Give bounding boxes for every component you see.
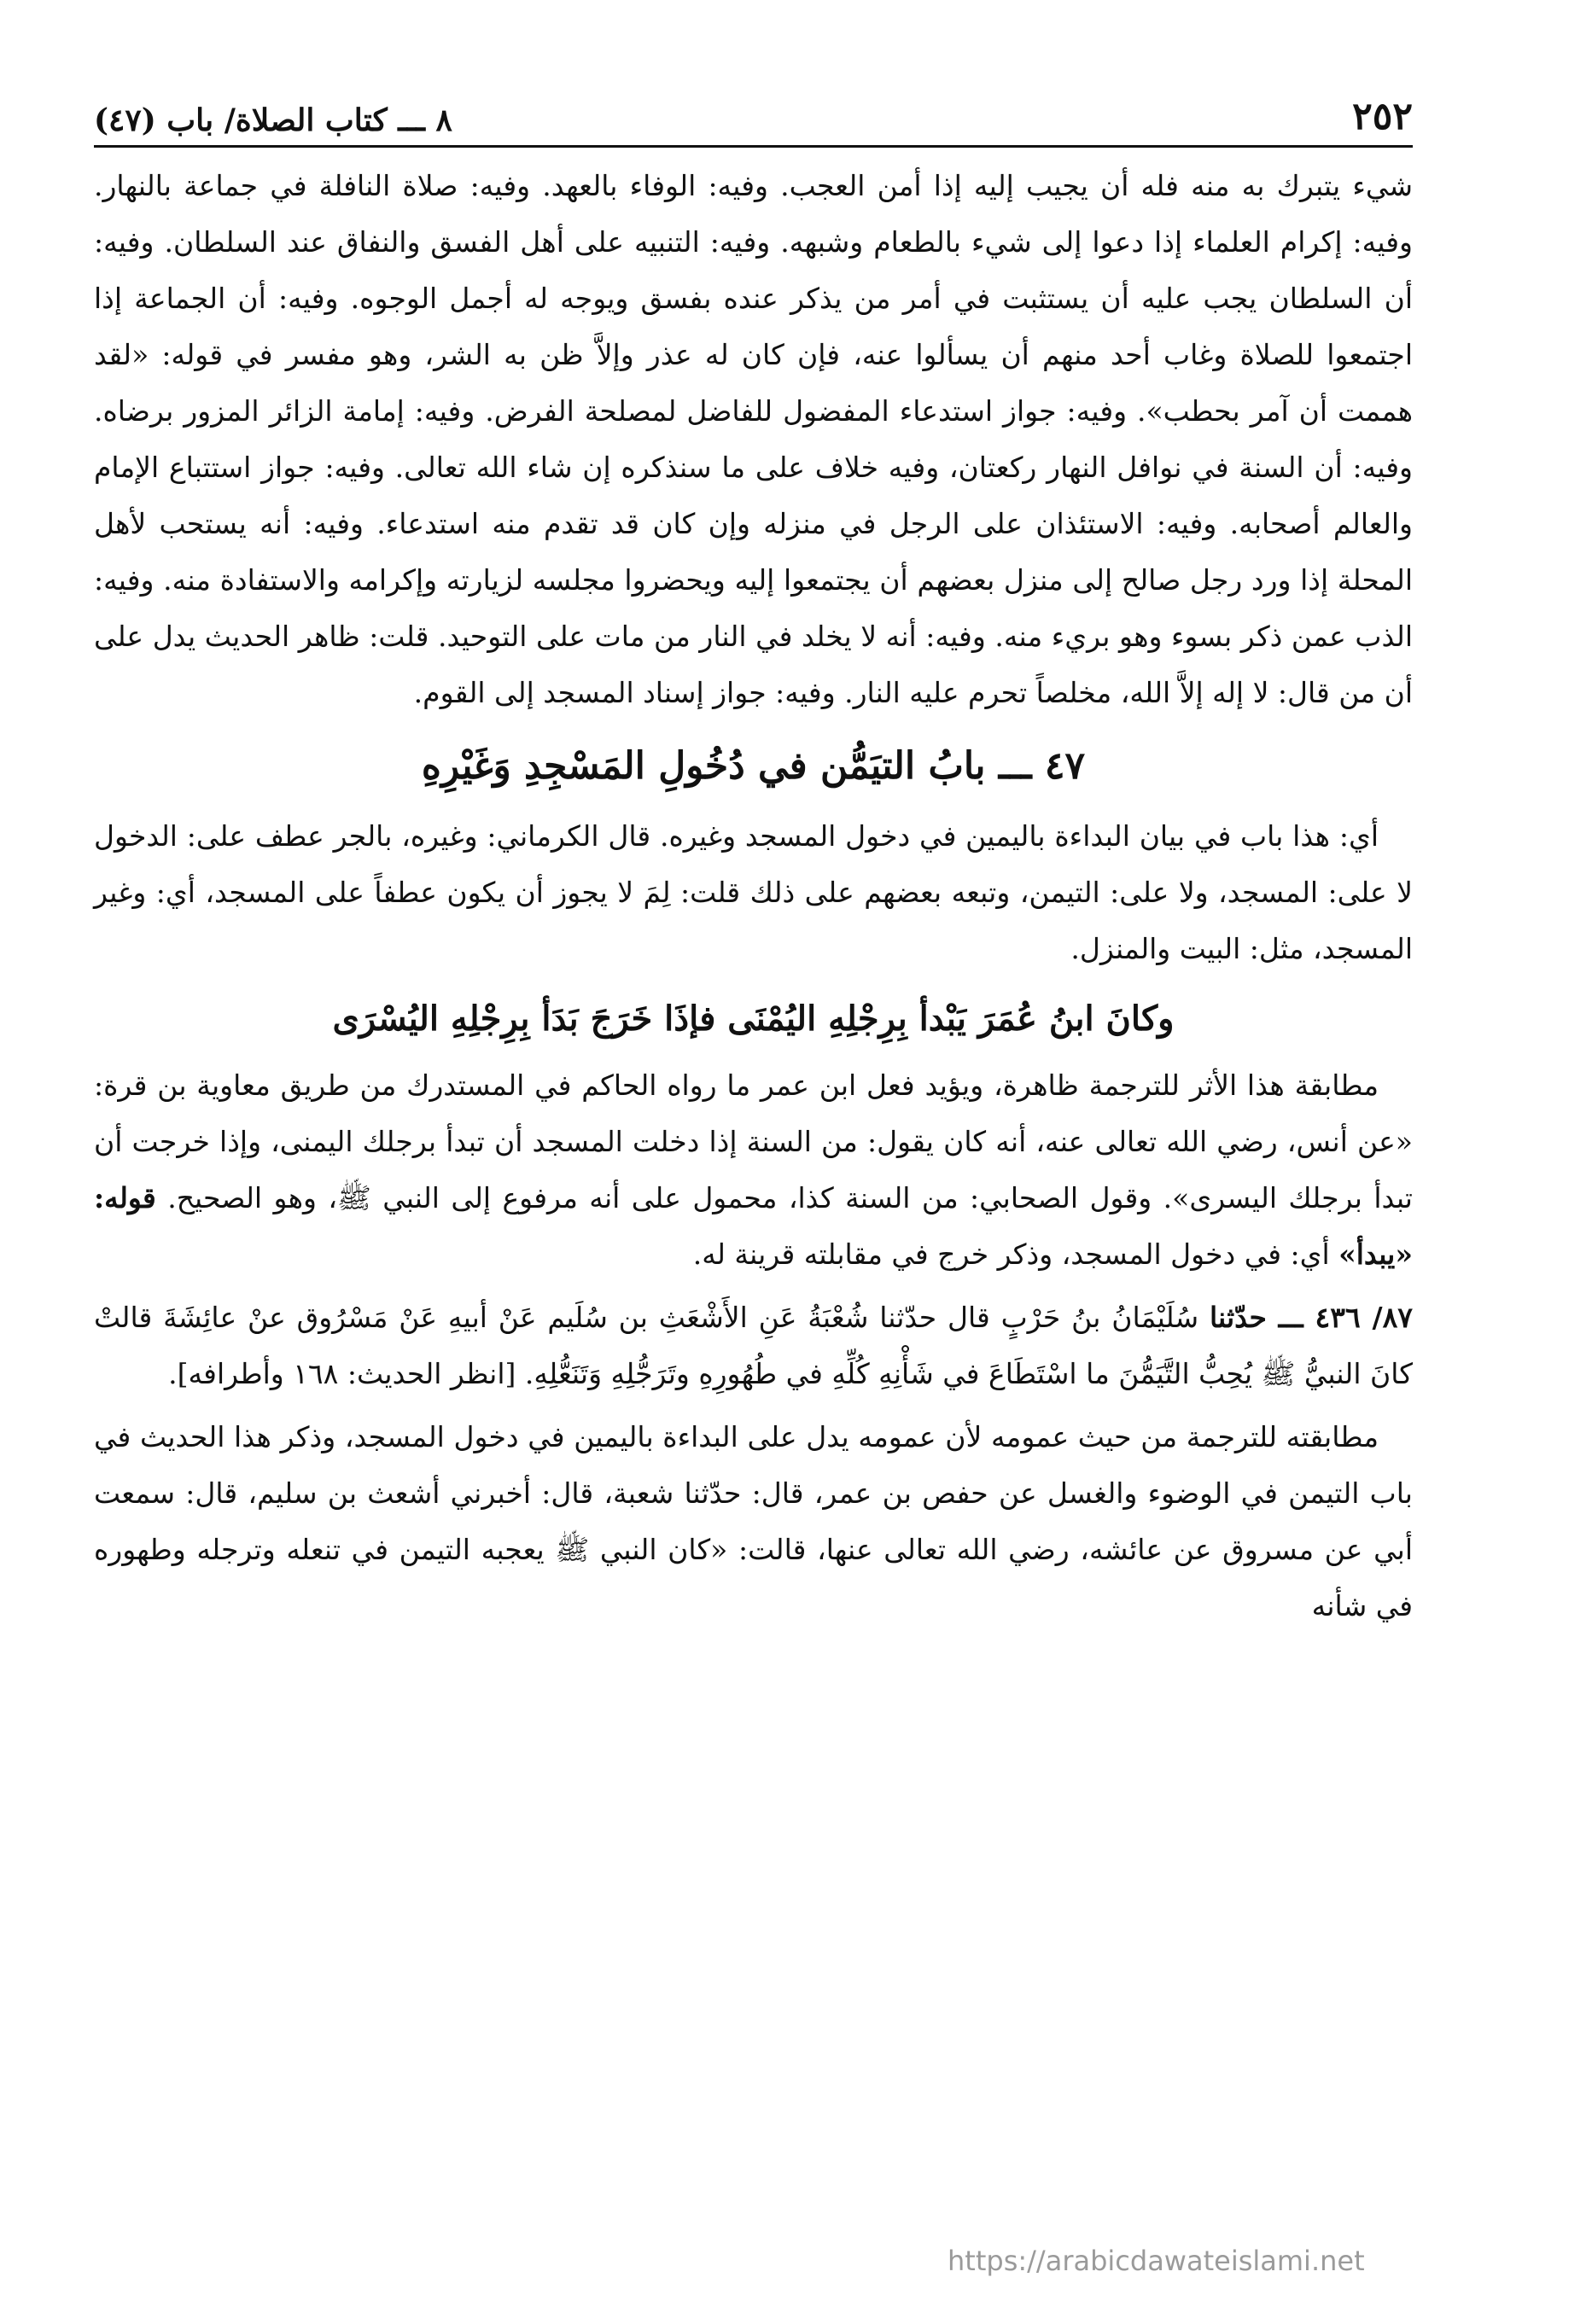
page-body (94, 158, 1413, 1641)
para3-text: مطابقة هذا الأثر للترجمة ظاهرة، ويؤيد فعل ابن عمر ما رواه الحاكم في المستدرك من طريق معاوية بن قرة: «عن أنس، رضي الله تعالى عنه، أنه كان يقول: من السنة إذا دخلت المسجد أن تبدأ برجلك اليمنى، وإذا خرجت أن تبدأ برجلك اليسرى». وقول الصحابي: من السنة كذا، محمول على أنه مرفوع إلى النبي ﷺ، وهو الصحيح. (94, 1069, 1413, 1214)
page-header (94, 79, 1413, 138)
paragraph-commentary-1: شيء يتبرك به منه فله أن يجيب إليه إذا أمن العجب. وفيه: الوفاء بالعهد. وفيه: صلاة النافلة في جماعة بالنهار. وفيه: إكرام العلماء إذا دعوا إلى شيء بالطعام وشبهه. وفيه: التنبيه على أهل الفسق والنفاق عند السلطان. وفيه: أن السلطان يجب عليه أن يستثبت في أمر من يذكر عنده بفسق ويوجه له أجمل الوجوه. وفيه: أن الجماعة إذا اجتمعوا للصلاة وغاب أحد منهم أن يسألوا عنه، فإن كان له عذر وإلاَّ ظن به الشر، وهو مفسر في قوله: «لقد هممت أن آمر بحطب». وفيه: جواز استدعاء المفضول للفاضل لمصلحة الفرض. وفيه: إمامة الزائر المزور برضاه. وفيه: أن السنة في نوافل النهار ركعتان، وفيه خلاف على ما سنذكره إن شاء الله تعالى. وفيه: جواز استتباع الإمام والعالم أصحابه. وفيه: الاستئذان على الرجل في منزله وإن كان قد تقدم منه استدعاء. وفيه: أنه يستحب لأهل المحلة إذا ورد رجل صالح إلى منزل بعضهم أن يجتمعوا إليه ويحضروا مجلسه لزيارته وإكرامه والاستفادة منه. وفيه: الذب عمن ذكر بسوء وهو بريء منه. وفيه: أنه لا يخلد في النار من مات على التوحيد. قلت: ظاهر الحديث يدل على أن من قال: لا إله إلاَّ الله، مخلصاً تحرم عليه النار. وفيه: جواز إسناد المسجد إلى القوم. (94, 169, 1413, 709)
athar-heading: وكانَ ابنُ عُمَرَ يَبْدأ بِرِجْلِهِ اليُمْنَى فإذَا خَرَجَ بَدَأ بِرِجْلِهِ اليُسْرَى (332, 999, 1175, 1039)
hadith-number: ٨٧/ ٤٣٦ ـــ حدّثنا (1209, 1301, 1414, 1334)
page-number: ٢٥٢ (1352, 95, 1413, 138)
header-rule (94, 145, 1413, 148)
hadith-paragraph (94, 1290, 1413, 1402)
para3-end: أي: في دخول المسجد، وذكر خرج في مقابلته قرينة له. (692, 1238, 1339, 1271)
watermark-url: https://arabicdawateislami.net (948, 2245, 1365, 2277)
paragraph-commentary-2: أي: هذا باب في بيان البداءة باليمين في دخول المسجد وغيره. قال الكرماني: وغيره، بالجر عطف على: الدخول لا على: المسجد، ولا على: التيمن، وتبعه بعضهم على ذلك قلت: لِمَ لا يجوز أن يكون عطفاً على المسجد، أي: وغير المسجد، مثل: البيت والمنزل. (94, 819, 1413, 965)
running-title: ٨ ـــ كتاب الصلاة/ باب (٤٧) (94, 102, 452, 138)
paragraph-commentary-3 (94, 1057, 1413, 1283)
para3-bold-phrase: قوله: «يبدأ» (94, 1181, 1413, 1271)
document-page (94, 0, 1413, 2324)
chapter-heading: ٤٧ ـــ بابُ التيَمُّن في دُخُولِ المَسْجِدِ وَغَيْرِهِ (421, 744, 1086, 788)
paragraph-commentary-4: مطابقته للترجمة من حيث عمومه لأن عمومه يدل على البداءة باليمين في دخول المسجد، وذكر هذا الحديث في باب التيمن في الوضوء والغسل عن حفص بن عمر، قال: حدّثنا شعبة، قال: أخبرني أشعث بن سليم، قال: سمعت أبي عن مسروق عن عائشه، رضي الله تعالى عنها، قالت: «كان النبي ﷺ يعجبه التيمن في تنعله وترجله وطهوره في شأنه (94, 1420, 1413, 1622)
hadith-text: سُلَيْمَانُ بنُ حَرْبٍ قال حدّثنا شُعْبَةُ عَنِ الأَشْعَثِ بن سُلَيم عَنْ أبيهِ عَنْ مَسْرُوق عنْ عائِشَةَ قالتْ كانَ النبيُّ ﷺ يُحِبُّ التَّيَمُّنَ ما اسْتَطَاعَ في شَأْنِهِ كُلِّهِ في طُهُورِهِ وتَرَجُّلِهِ وَتَنَعُّلِهِ. [انظر الحديث: ١٦٨ وأطرافه]. (94, 1301, 1413, 1390)
